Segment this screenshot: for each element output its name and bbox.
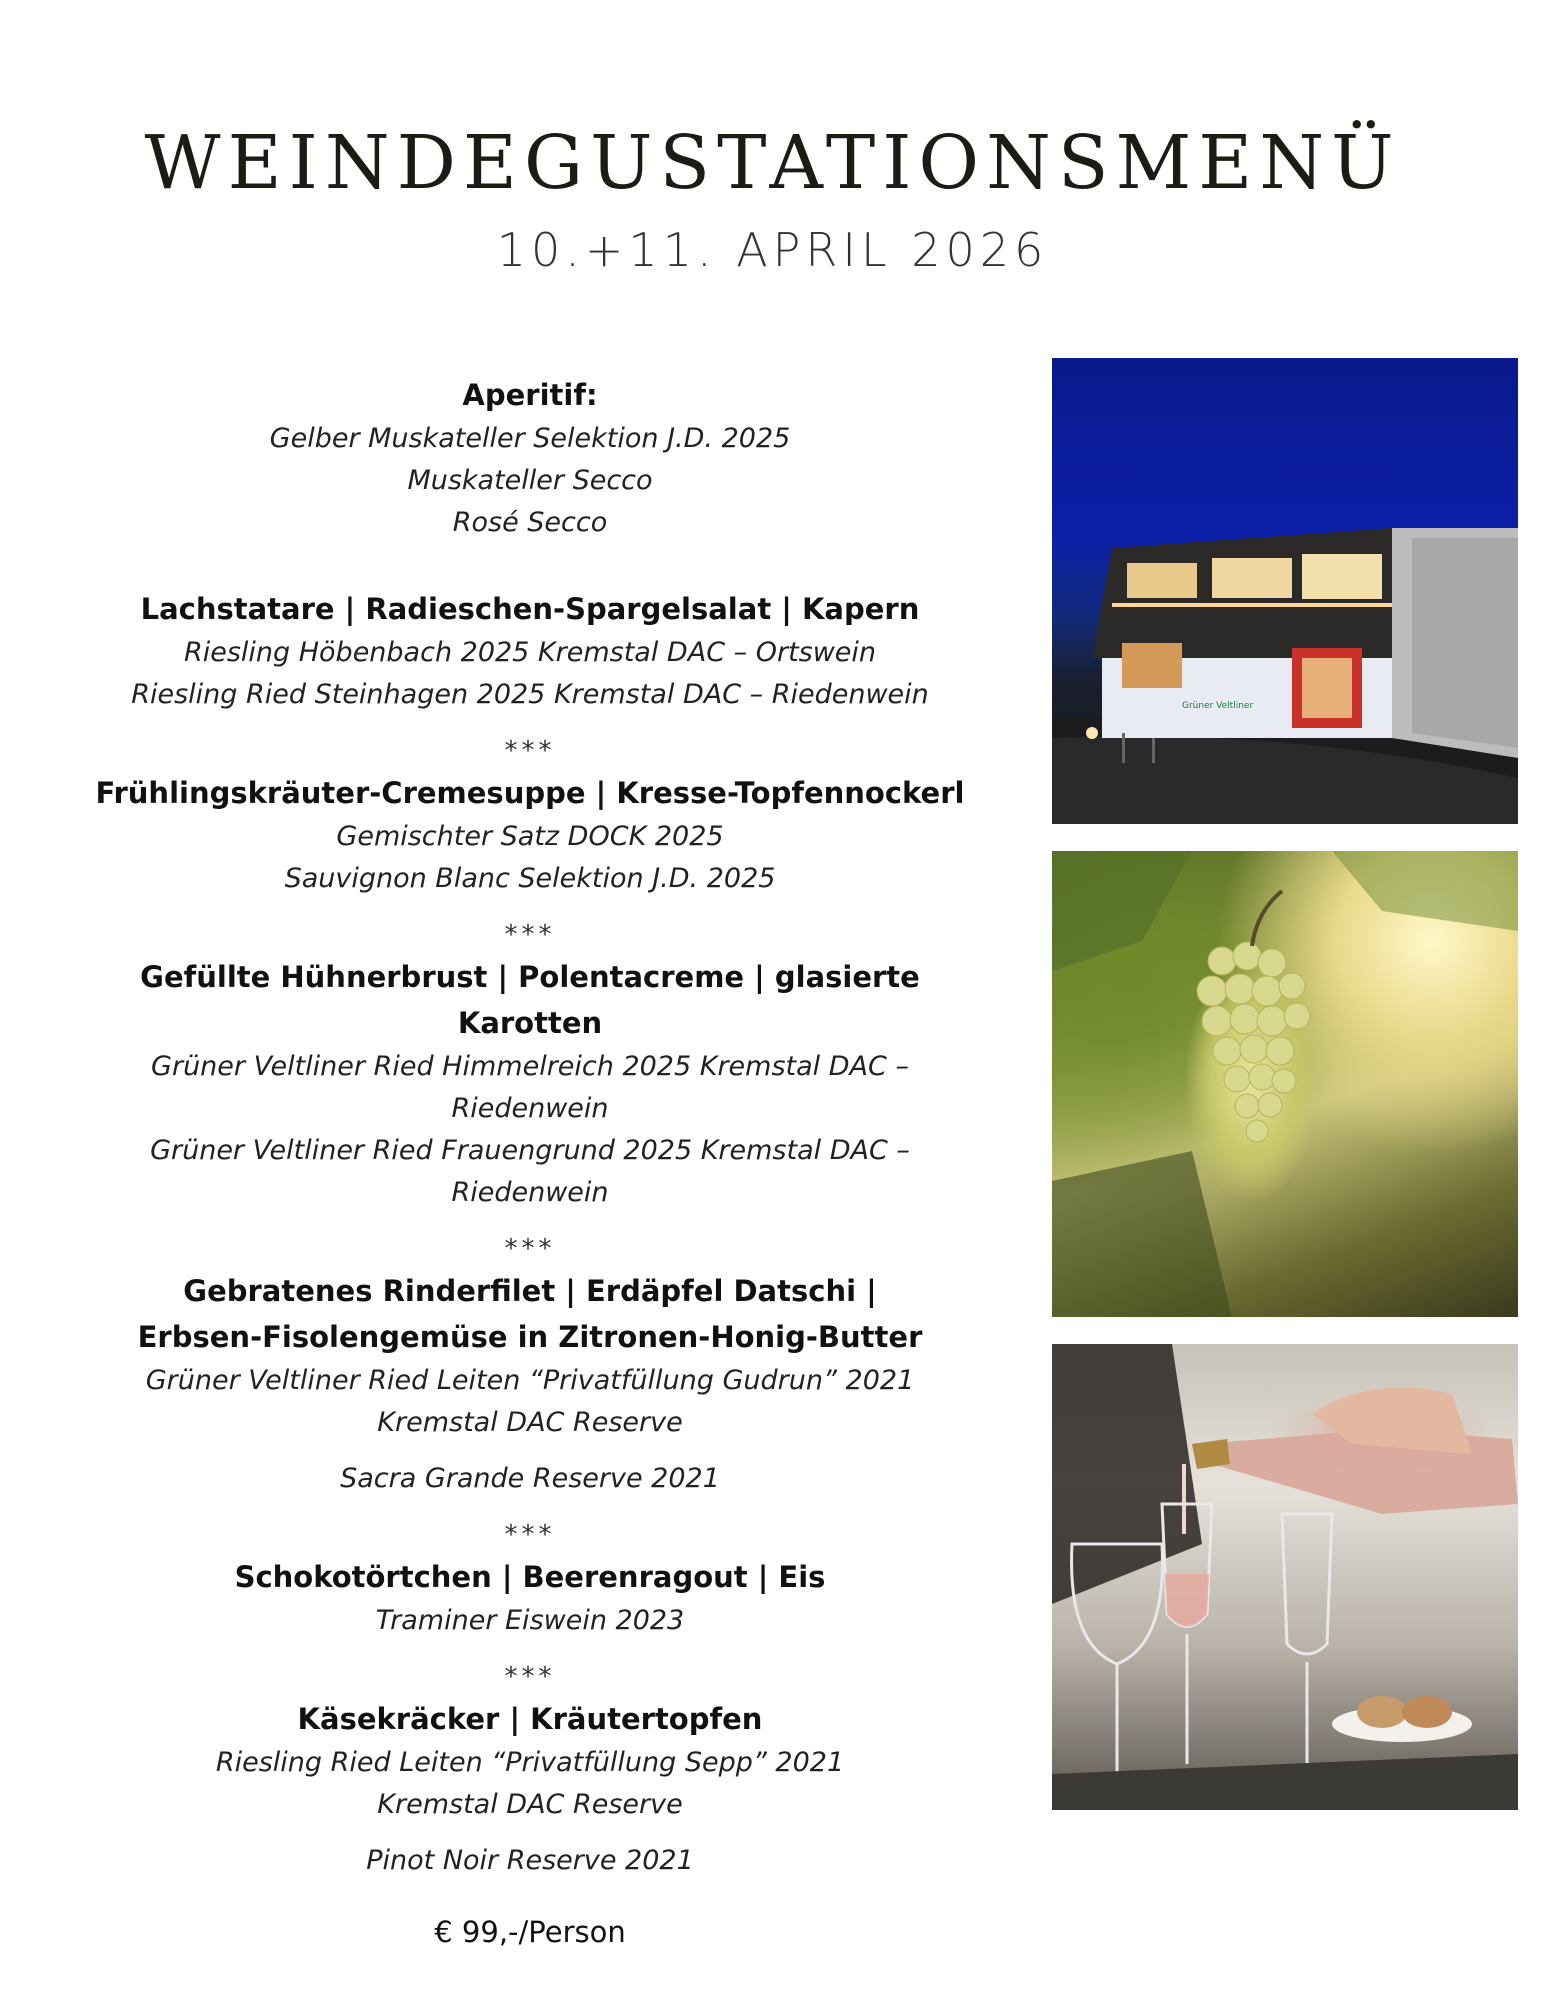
wine-item: Riesling Ried Steinhagen 2025 Kremstal DAC – Riedenwein [131,679,929,710]
wine-item: Riesling Höbenbach 2025 Kremstal DAC – Ortswein [183,637,877,668]
course-5 [80,1554,980,1642]
wine-item: Rosé Secco [452,507,608,538]
wine-item: Grüner Veltliner Ried Leiten “Privatfüllung Gudrun” 2021 [145,1365,915,1396]
wine-item: Riesling Ried Leiten “Privatfüllung Sepp” 2021 [215,1747,845,1778]
course-title: Gebratenes Rinderfilet | Erdäpfel Datschi | [183,1274,877,1308]
course-title: Frühlingskräuter-Cremesuppe | Kresse-Topfennockerl [95,776,965,810]
price: € 99,-/Person [434,1915,626,1949]
wine-item: Traminer Eiswein 2023 [375,1605,685,1636]
grapes-photo [1052,851,1518,1317]
separator: *** [504,1234,556,1264]
wine-item: Muskateller Secco [407,465,653,496]
wine-item: Gelber Muskateller Selektion J.D. 2025 [269,423,791,454]
wine-pouring-photo [1052,1344,1518,1810]
wine-item: Pinot Noir Reserve 2021 [366,1845,694,1876]
winery-photo [1052,358,1518,824]
wine-item: Kremstal DAC Reserve [377,1789,683,1820]
winery-building-illustration [1052,358,1518,824]
separator: *** [504,920,556,950]
grape-cluster-illustration [1052,851,1518,1317]
wine-item: Kremstal DAC Reserve [377,1407,683,1438]
course-title: Schokotörtchen | Beerenragout | Eis [234,1560,826,1594]
course-title: Gefüllte Hühnerbrust | Polentacreme | glasierte Karotten [140,960,920,1040]
course-1 [80,586,980,716]
course-6 [80,1696,980,1882]
course-3 [80,954,980,1214]
event-date: 10.+11. APRIL 2026 [496,223,1049,277]
separator: *** [504,736,556,766]
wine-item: Gemischter Satz DOCK 2025 [336,821,724,852]
winery-sign-text: Grüner Veltliner [1182,701,1254,711]
wine-item: Sauvignon Blanc Selektion J.D. 2025 [284,863,776,894]
course-title: Käsekräcker | Kräutertopfen [297,1702,763,1736]
wine-item: Grüner Veltliner Ried Frauengrund 2025 Kremstal DAC – Riedenwein [150,1135,910,1208]
course-title: Erbsen-Fisolengemüse in Zitronen-Honig-Butter [137,1320,923,1354]
wine-item: Sacra Grande Reserve 2021 [340,1463,720,1494]
menu-list [80,372,980,1952]
course-aperitif [80,372,980,544]
course-4 [80,1268,980,1500]
course-2 [80,770,980,900]
menu-title: WEINDEGUSTATIONSMENÜ [144,120,1401,206]
course-title: Lachstatare | Radieschen-Spargelsalat | Kapern [140,592,920,626]
separator: *** [504,1520,556,1550]
separator: *** [504,1662,556,1692]
course-title: Aperitif: [462,378,598,412]
wine-glasses-illustration [1052,1344,1518,1810]
wine-item: Grüner Veltliner Ried Himmelreich 2025 Kremstal DAC – Riedenwein [151,1051,909,1124]
